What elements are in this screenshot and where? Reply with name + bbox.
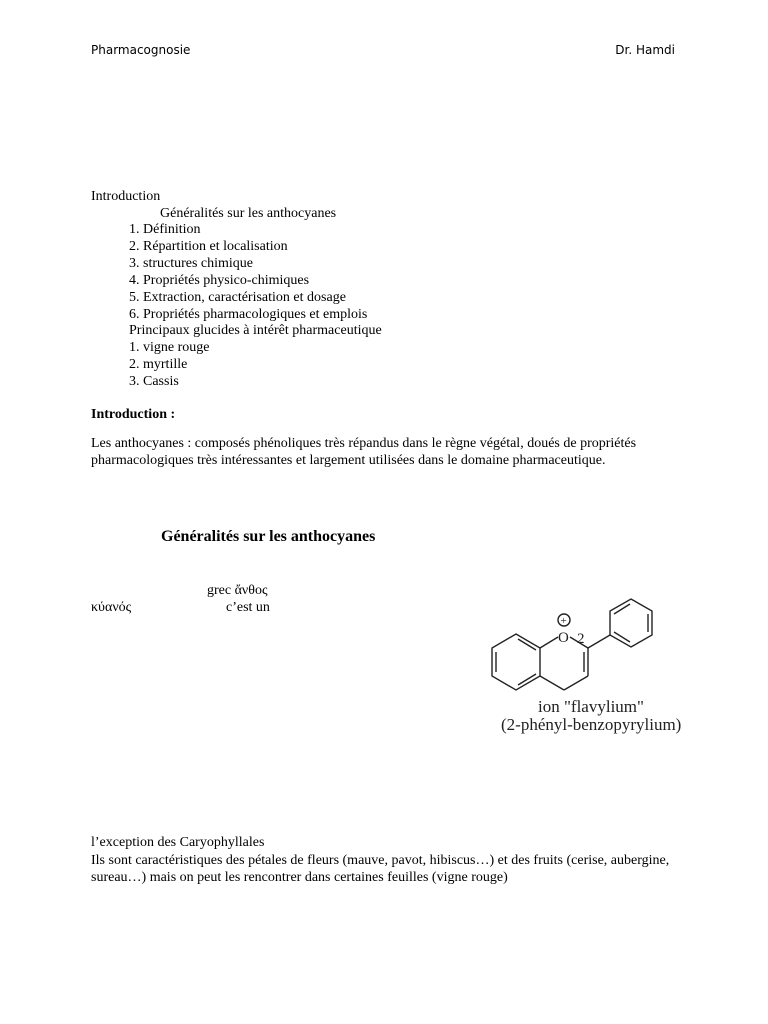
toc-item: 3. Cassis xyxy=(129,374,179,389)
toc-item: 3. structures chimique xyxy=(129,256,254,271)
positive-charge-symbol: + xyxy=(560,615,567,627)
distribution-paragraph: Ils sont caractéristiques des pétales de fleurs (mauve, pavot, hibiscus…) et des fruits (cerise, aubergine, sureau…) mais on peut les rencontrer dans certaines feuilles (vigne rouge) xyxy=(91,853,670,885)
header-title: Pharmacognosie xyxy=(91,43,191,57)
exception-line: l’exception des Caryophyllales xyxy=(91,835,265,850)
header-author: Dr. Hamdi xyxy=(615,43,675,57)
toc-item: 5. Extraction, caractérisation et dosage xyxy=(129,290,346,305)
greek-kyanos-text: κύανός xyxy=(91,600,132,615)
flavylium-structure xyxy=(480,590,700,740)
greek-anthos-text: grec ἄνθος xyxy=(207,583,268,598)
introduction-heading: Introduction : xyxy=(91,407,176,422)
flavylium-label: ion "flavylium" xyxy=(538,697,644,716)
flavylium-bonds xyxy=(492,599,652,690)
toc-item: 1. Définition xyxy=(129,222,201,237)
toc-section-generalites: Généralités sur les anthocyanes xyxy=(160,206,337,221)
toc-item: 1. vigne rouge xyxy=(129,340,210,355)
generalites-heading: Généralités sur les anthocyanes xyxy=(161,528,376,545)
oxygen-atom-label: O xyxy=(558,630,569,646)
cest-un-text: c’est un xyxy=(226,600,270,615)
toc-item: 2. myrtille xyxy=(129,357,188,372)
position-number-label: 2 xyxy=(577,631,585,647)
toc-introduction: Introduction xyxy=(91,189,161,204)
toc-item: 4. Propriétés physico-chimiques xyxy=(129,273,310,288)
toc-section-glucides: Principaux glucides à intérêt pharmaceutique xyxy=(129,323,382,338)
benzopyrylium-label: (2-phényl-benzopyrylium) xyxy=(501,715,682,734)
toc-item: 6. Propriétés pharmacologiques et emplois xyxy=(129,307,368,322)
introduction-paragraph: Les anthocyanes : composés phénoliques très répandus dans le règne végétal, doués de propriétés pharmacologiques très intéressantes et largement utilisées dans le domaine pharmaceutique. xyxy=(91,436,637,468)
toc-item: 2. Répartition et localisation xyxy=(129,239,288,254)
